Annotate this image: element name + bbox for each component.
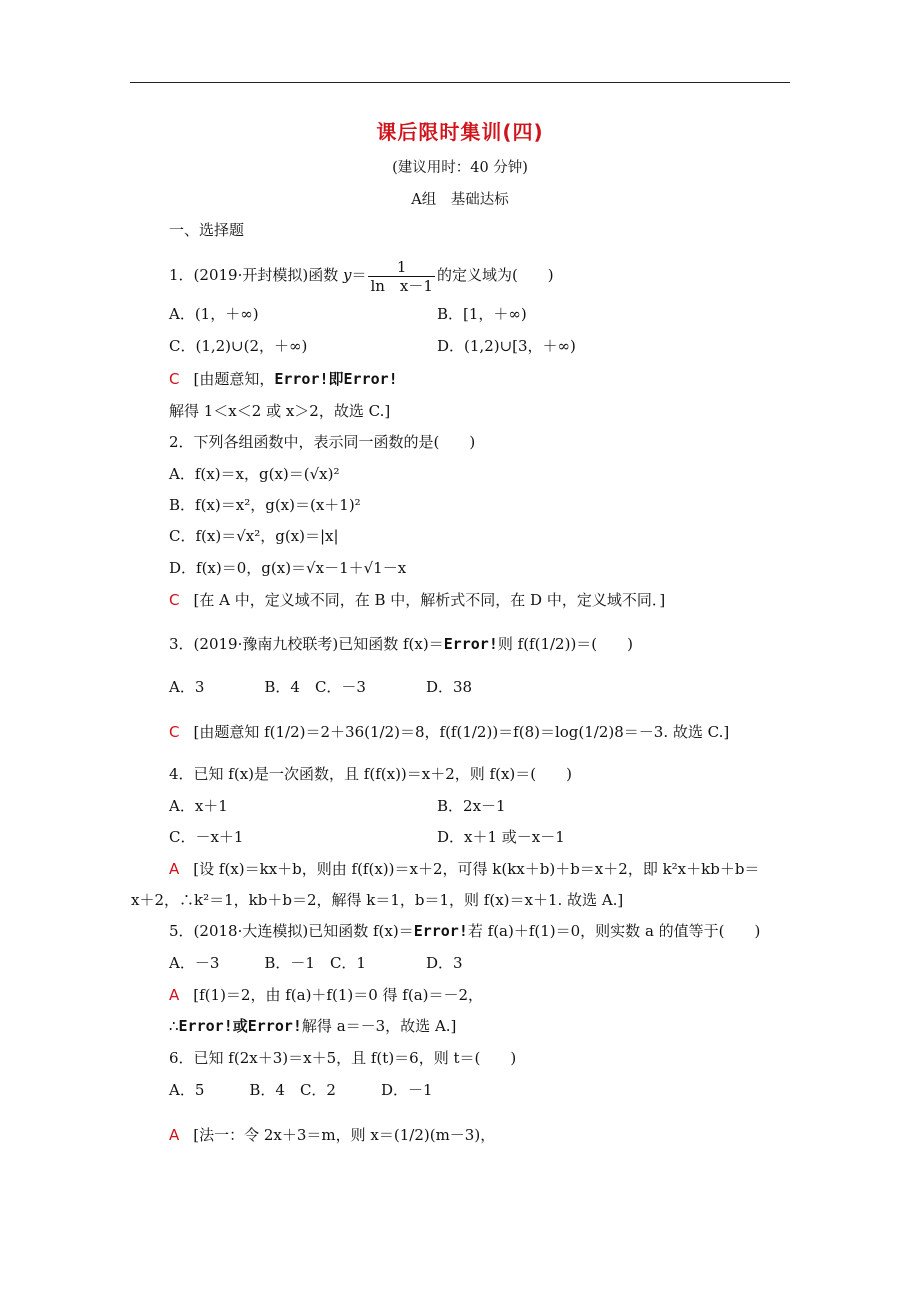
q2-option-d: D．f(x)＝0，g(x)＝√x－1＋√1－x <box>169 559 407 577</box>
q4-option-c: C．－x＋1 <box>169 828 244 846</box>
q5-options: A．－3 B．－1 C．1 D．3 <box>169 954 463 972</box>
question-3-stem: 3．(2019·豫南九校联考)已知函数 f(x)＝Error!则 f(f(1/2))＝( ) <box>169 635 633 653</box>
q6-options: A．5 B．4 C．2 D．－1 <box>169 1081 433 1099</box>
question-1-stem: 1．(2019·开封模拟)函数 y＝ $\frac{1}{\text{ln x－1}}$ 的定义域为( ) <box>169 257 554 295</box>
q4-solution-line-2: x＋2，∴k²＝1，kb＋b＝2，解得 k＝1，b＝1，则 f(x)＝x＋1. 故选 A.] <box>131 891 624 909</box>
q3-solution: C [由题意知 f(1/2)＝2＋36(1/2)＝8，f(f(1/2))＝f(8)＝log(1/2)8＝－3. 故选 C.] <box>169 723 730 741</box>
q1-option-d: D．(1,2)∪[3，＋∞) <box>437 337 576 355</box>
q4-solution-line-1: A [设 f(x)＝kx＋b，则由 f(f(x))＝x＋2，可得 k(kx＋b)＋b＝x＋2，即 k²x＋kb＋b＝ <box>169 860 760 878</box>
q1-solution-line-1: C [由题意知，Error!即Error! <box>169 370 398 388</box>
fraction: $\frac{1}{\text{ln x－1}}$ <box>370 257 433 295</box>
q2-option-a: A．f(x)＝x，g(x)＝(√x)² <box>169 465 340 483</box>
q5-answer: A <box>169 986 180 1004</box>
q2-option-c: C．f(x)＝√x²，g(x)＝|x| <box>169 527 339 545</box>
q3-options: A．3 B．4 C．－3 D．38 <box>169 678 473 696</box>
q2-solution: C [在 A 中，定义域不同，在 B 中，解析式不同，在 D 中，定义域不同．] <box>169 591 666 609</box>
question-2-stem: 2．下列各组函数中，表示同一函数的是( ) <box>169 433 476 451</box>
q6-answer: A <box>169 1126 180 1144</box>
q4-answer: A <box>169 860 180 878</box>
q1-answer: C <box>169 370 180 388</box>
group-heading: A组 基础达标 <box>411 192 509 208</box>
header-rule <box>130 82 790 83</box>
q2-answer: C <box>169 591 180 609</box>
question-5-stem: 5．(2018·大连模拟)已知函数 f(x)＝Error!若 f(a)＋f(1)＝0，则实数 a 的值等于( ) <box>169 922 761 940</box>
q1-option-a: A．(1，＋∞) <box>169 305 259 323</box>
q5-solution-line-2: ∴Error!或Error!解得 a＝－3，故选 A.] <box>169 1017 457 1035</box>
q1-option-c: C．(1,2)∪(2，＋∞) <box>169 337 308 355</box>
q4-option-b: B．2x－1 <box>437 797 506 815</box>
page-title: 课后限时集训(四) <box>376 120 544 144</box>
q4-option-d: D．x＋1 或－x－1 <box>437 828 565 846</box>
section-heading: 一、选择题 <box>169 221 245 239</box>
question-4-stem: 4．已知 f(x)是一次函数，且 f(f(x))＝x＋2，则 f(x)＝( ) <box>169 765 572 783</box>
question-6-stem: 6．已知 f(2x＋3)＝x＋5，且 f(t)＝6，则 t＝( ) <box>169 1049 517 1067</box>
q1-option-b: B．[1，＋∞) <box>437 305 527 323</box>
q4-option-a: A．x＋1 <box>169 797 228 815</box>
suggested-time: (建议用时：40 分钟) <box>392 160 528 176</box>
q2-option-b: B．f(x)＝x²，g(x)＝(x＋1)² <box>169 496 361 514</box>
q1-solution-line-2: 解得 1＜x＜2 或 x＞2，故选 C.] <box>169 402 391 420</box>
q5-solution-line-1: A [f(1)＝2，由 f(a)＋f(1)＝0 得 f(a)＝－2， <box>169 986 484 1004</box>
q6-solution: A [法一：令 2x＋3＝m，则 x＝(1/2)(m－3)， <box>169 1126 496 1144</box>
q3-answer: C <box>169 723 180 741</box>
